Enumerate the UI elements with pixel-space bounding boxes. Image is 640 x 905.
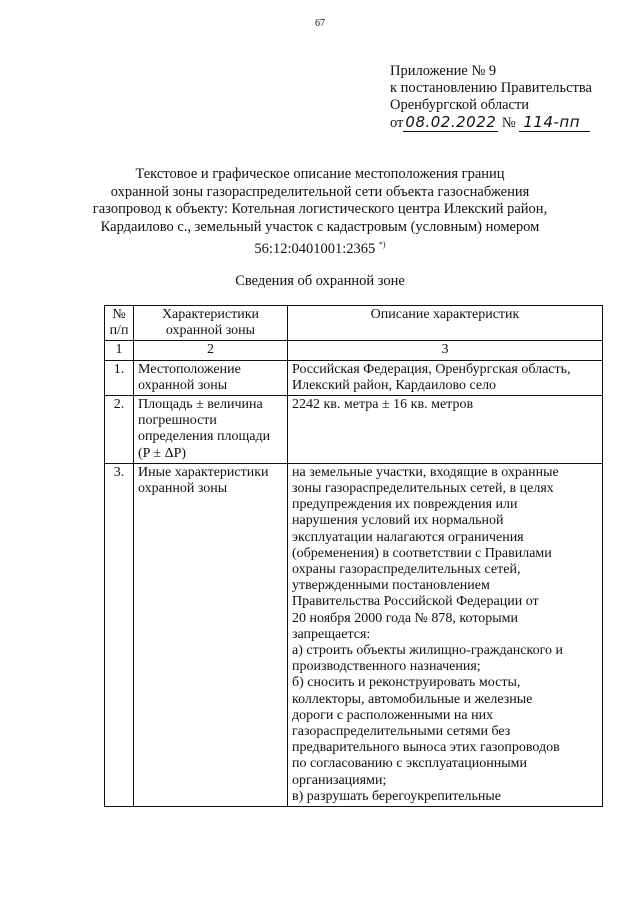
title-line: Кардаилово с., земельный участок с кадастровым (условным) номером (100, 218, 540, 235)
description-line: охраны газораспределительных сетей, (292, 562, 521, 578)
row-description (288, 463, 603, 806)
title-line: охранной зоны газораспределительной сети объекта газоснабжения (110, 183, 530, 200)
appendix-date-line (390, 114, 592, 132)
row-number: 1. (105, 360, 134, 395)
description-line: а) строить объекты жилищно-гражданского и (292, 643, 563, 659)
description-line: нарушения условий их нормальной (292, 513, 504, 529)
description-line: (обременения) в соответствии с Правилами (292, 545, 552, 561)
description-line: эксплуатации налагаются ограничения (292, 529, 524, 545)
description-line: зоны газораспределительных сетей, в целях (292, 481, 554, 497)
table-row (105, 463, 603, 806)
title-line: Текстовое и графическое описание местоположения границ (135, 166, 505, 182)
description-line: на земельные участки, входящие в охранные (292, 464, 559, 480)
description-line: газораспределительными сетями без (292, 724, 511, 740)
appendix-region: Оренбургской области (390, 97, 530, 113)
document-title (60, 166, 580, 258)
date-prefix: от (390, 115, 404, 131)
description-line: по согласованию с эксплуатационными (292, 756, 527, 772)
description-line: Правительства Российской Федерации от (292, 594, 539, 610)
title-line-cadastral (60, 236, 580, 258)
description-line: организациями; (292, 772, 387, 788)
appendix-title: Приложение № 9 (390, 63, 497, 79)
description-line: б) сносить и реконструировать мосты, (292, 675, 521, 691)
column-number-row (105, 341, 603, 360)
description-line: утвержденными постановлением (292, 578, 490, 594)
row-description: 2242 кв. метра ± 16 кв. метров (288, 396, 603, 464)
handwritten-date: 08.02.2022 (405, 113, 497, 131)
number-prefix: № (501, 115, 516, 131)
description-line: предупреждения их повреждения или (292, 497, 518, 513)
description-line: дороги с расположенными на них (292, 707, 494, 723)
row-characteristic: Местоположение охранной зоны (134, 360, 288, 395)
description-line: запрещается: (292, 626, 371, 642)
description-line: в) разрушать берегоукрепительные (292, 788, 502, 804)
appendix-reference: к постановлению Правительства (390, 80, 592, 96)
row-number: 2. (105, 396, 134, 464)
page-number: 67 (315, 18, 325, 29)
row-characteristic: Иные характеристики охранной зоны (134, 463, 288, 806)
table-header-row (105, 306, 603, 341)
row-description: Российская Федерация, Оренбургская область, Илекский район, Кардаилово село (288, 360, 603, 395)
column-number: 2 (134, 341, 288, 360)
appendix-block (390, 63, 592, 132)
row-number: 3. (105, 463, 134, 806)
table-row (105, 360, 603, 395)
zone-info-table (104, 305, 603, 807)
cadastral-number: 56:12:0401001:2365 (254, 240, 376, 257)
header-description: Описание характеристик (288, 306, 603, 341)
description-line: коллекторы, автомобильные и железные (292, 691, 533, 707)
section-title: Сведения об охранной зоне (235, 273, 405, 289)
description-line: предварительного выноса этих газопроводов (292, 740, 560, 756)
header-number: № п/п (105, 306, 134, 341)
column-number: 3 (288, 341, 603, 360)
table-row (105, 396, 603, 464)
row-characteristic: Площадь ± величина погрешности определения площади (P ± ΔP) (134, 396, 288, 464)
handwritten-number: 114-пп (519, 113, 590, 132)
description-line: производственного назначения; (292, 659, 481, 675)
column-number: 1 (105, 341, 134, 360)
title-line: газопровод к объекту: Котельная логистического центра Илекский район, (92, 201, 548, 217)
header-characteristic: Характеристики охранной зоны (134, 306, 288, 341)
footnote-mark: *) (378, 240, 386, 249)
description-line: 20 ноября 2000 года № 878, которыми (292, 610, 519, 626)
